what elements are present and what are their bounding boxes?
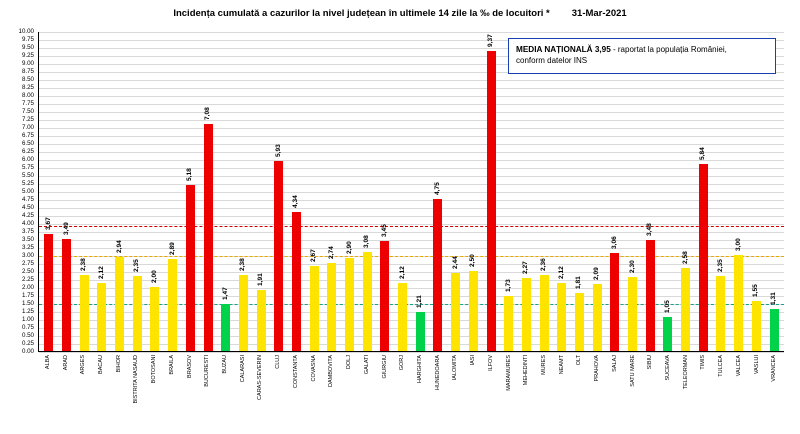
y-tick-label: 6.00 — [21, 156, 34, 163]
bar[interactable] — [80, 258, 89, 351]
x-tick-label: HARGHITA — [416, 355, 423, 384]
bar-value-label: 2,67 — [310, 248, 318, 262]
x-tick-label: VRANCEA — [771, 355, 778, 382]
bar-column — [641, 32, 659, 351]
y-tick-label: 9.25 — [21, 52, 34, 59]
bar[interactable] — [115, 240, 124, 351]
bar-column — [518, 32, 536, 351]
bar[interactable] — [628, 260, 637, 351]
bar[interactable] — [380, 223, 389, 351]
bar[interactable] — [292, 195, 301, 351]
y-tick-label: 6.25 — [21, 148, 34, 155]
bar[interactable] — [186, 168, 195, 351]
y-tick-label: 4.75 — [21, 196, 34, 203]
x-label-column — [500, 354, 518, 424]
x-label-column — [145, 354, 163, 424]
bar[interactable] — [345, 241, 354, 351]
x-tick-label: BUCURESTI — [204, 355, 211, 387]
x-label-column — [128, 354, 146, 424]
x-label-column — [730, 354, 748, 424]
bar-value-label: 2,50 — [469, 254, 477, 267]
bar-column — [677, 32, 695, 351]
y-tick-label: 0.25 — [21, 340, 34, 347]
x-label-column — [464, 354, 482, 424]
bar-column — [40, 32, 58, 351]
bar-column — [93, 32, 111, 351]
bar-value-label: 1,55 — [752, 284, 760, 298]
bar-value-label: 2,12 — [398, 266, 406, 280]
bar[interactable] — [610, 236, 619, 351]
x-tick-label: BRASOV — [186, 355, 193, 378]
bar-column — [748, 32, 766, 351]
bar-column — [217, 32, 235, 351]
y-tick-label: 2.75 — [21, 260, 34, 267]
bar-value-label: 1,21 — [416, 295, 424, 309]
x-label-column — [181, 354, 199, 424]
x-tick-label: CARAS-SEVERIN — [257, 355, 264, 400]
y-tick-label: 7.50 — [21, 108, 34, 115]
gridline — [39, 352, 784, 353]
bar-value-label: 2,89 — [168, 241, 176, 255]
bar-value-label: 3,08 — [363, 235, 371, 249]
x-tick-label: MEHEDINTI — [523, 355, 530, 386]
x-label-column — [677, 354, 695, 424]
bar-column — [694, 32, 712, 351]
bar-value-label: 2,38 — [239, 258, 247, 271]
bar-column — [58, 32, 76, 351]
bar-column — [482, 32, 500, 351]
x-tick-label: VALCEA — [735, 355, 742, 377]
x-tick-label: BUZAU — [222, 355, 229, 374]
bar[interactable] — [557, 266, 566, 351]
bar-value-label: 1,91 — [257, 273, 265, 286]
x-tick-label: PRAHOVA — [594, 355, 601, 382]
bar-column — [571, 32, 589, 351]
bar-value-label: 3,45 — [381, 223, 389, 237]
bar[interactable] — [433, 182, 442, 351]
bar[interactable] — [770, 292, 779, 351]
bar[interactable] — [469, 254, 478, 351]
note-rest: - raportat la populația României, — [610, 45, 727, 54]
bar-value-label: 2,44 — [451, 256, 459, 269]
bar-value-label: 9,37 — [487, 34, 495, 48]
note-line2: conform datelor INS — [516, 55, 588, 65]
bar-value-label: 2,58 — [681, 251, 689, 265]
y-tick-label: 5.25 — [21, 180, 34, 187]
x-tick-label: COVASNA — [310, 355, 317, 382]
x-tick-label: CLUJ — [275, 355, 282, 369]
plot-area — [38, 32, 784, 352]
bar-value-label: 3,48 — [646, 222, 654, 236]
x-label-column — [287, 354, 305, 424]
bar-column — [535, 32, 553, 351]
chart-title-text: Incidența cumulată a cazurilor la nivel județean în ultimele 14 zile la ‰ de locuitori * — [173, 8, 550, 19]
bar-column — [164, 32, 182, 351]
x-tick-label: TULCEA — [718, 355, 725, 377]
x-label-column — [198, 354, 216, 424]
bar-value-label: 2,94 — [115, 240, 123, 253]
x-tick-label: HUNEDOARA — [434, 355, 441, 391]
bar[interactable] — [522, 261, 531, 351]
x-label-column — [447, 354, 465, 424]
bar-column — [606, 32, 624, 351]
x-tick-label: OLT — [576, 355, 583, 366]
y-axis — [0, 28, 36, 355]
bar-value-label: 2,30 — [628, 260, 636, 274]
y-tick-label: 7.75 — [21, 100, 34, 107]
x-label-column — [624, 354, 642, 424]
x-label-column — [323, 354, 341, 424]
bar[interactable] — [44, 216, 53, 351]
x-label-column — [234, 354, 252, 424]
x-label-column — [517, 354, 535, 424]
bar-column — [712, 32, 730, 351]
x-label-column — [393, 354, 411, 424]
bar[interactable] — [699, 147, 708, 351]
bar-column — [394, 32, 412, 351]
bar-column — [588, 32, 606, 351]
bar-column — [199, 32, 217, 351]
bar[interactable] — [504, 278, 513, 351]
bar-value-label: 3,49 — [62, 222, 70, 236]
x-axis-labels — [38, 354, 784, 424]
x-label-column — [429, 354, 447, 424]
x-label-column — [571, 354, 589, 424]
x-label-column — [305, 354, 323, 424]
bar[interactable] — [540, 258, 549, 351]
bar[interactable] — [168, 241, 177, 351]
x-label-column — [340, 354, 358, 424]
bar-value-label: 5,93 — [274, 144, 282, 158]
bar[interactable] — [416, 295, 425, 351]
bar-column — [323, 32, 341, 351]
x-tick-label: DOLJ — [346, 355, 353, 370]
y-tick-label: 4.00 — [21, 220, 34, 227]
x-tick-label: TELEORMAN — [682, 355, 689, 390]
x-tick-label: IALOMITA — [452, 355, 459, 381]
bar-column — [128, 32, 146, 351]
bar-column — [730, 32, 748, 351]
x-tick-label: ARAD — [62, 355, 69, 371]
bar-column — [75, 32, 93, 351]
y-tick-label: 3.00 — [21, 252, 34, 259]
bar[interactable] — [681, 251, 690, 351]
bar-value-label: 2,74 — [328, 246, 336, 260]
note-strong: MEDIA NAȚIONALĂ 3,95 — [516, 45, 611, 54]
y-tick-label: 4.25 — [21, 212, 34, 219]
national-average-note — [508, 38, 776, 74]
x-tick-label: CONSTANTA — [292, 355, 299, 389]
bar[interactable] — [310, 248, 319, 351]
x-tick-label: SIBIU — [647, 355, 654, 370]
bar-column — [765, 32, 783, 351]
x-label-column — [216, 354, 234, 424]
x-tick-label: SATU MARE — [629, 355, 636, 387]
y-tick-label: 0.75 — [21, 324, 34, 331]
y-tick-label: 7.25 — [21, 116, 34, 123]
y-tick-label: 8.50 — [21, 76, 34, 83]
bar-column — [182, 32, 200, 351]
x-label-column — [748, 354, 766, 424]
bar[interactable] — [593, 267, 602, 351]
bar-value-label: 2,90 — [345, 241, 353, 255]
bar-value-label: 2,36 — [540, 258, 548, 272]
y-tick-label: 4.50 — [21, 204, 34, 211]
bar-column — [111, 32, 129, 351]
x-label-column — [606, 354, 624, 424]
y-tick-label: 3.50 — [21, 236, 34, 243]
x-tick-label: TIMIS — [700, 355, 707, 370]
y-tick-label: 8.75 — [21, 68, 34, 75]
x-tick-label: MARAMURES — [505, 355, 512, 391]
bar[interactable] — [150, 270, 159, 351]
bar-column — [305, 32, 323, 351]
bar[interactable] — [752, 284, 761, 351]
bar-column — [447, 32, 465, 351]
bar[interactable] — [274, 144, 283, 351]
y-tick-label: 6.75 — [21, 132, 34, 139]
y-tick-label: 9.00 — [21, 60, 34, 67]
y-tick-label: 6.50 — [21, 140, 34, 147]
x-label-column — [74, 354, 92, 424]
x-tick-label: BACAU — [98, 355, 105, 374]
y-tick-label: 2.00 — [21, 284, 34, 291]
bar[interactable] — [363, 235, 372, 351]
bar-column — [235, 32, 253, 351]
y-tick-label: 9.75 — [21, 36, 34, 43]
chart-date: 31-Mar-2021 — [571, 8, 627, 19]
bar-value-label: 1,31 — [770, 292, 778, 306]
x-tick-label: BIHOR — [115, 355, 122, 373]
x-label-column — [57, 354, 75, 424]
bar-column — [500, 32, 518, 351]
bar[interactable] — [221, 287, 230, 351]
bar-value-label: 2,38 — [80, 258, 88, 271]
bar-column — [429, 32, 447, 351]
bar-value-label: 5,18 — [186, 168, 194, 182]
bar[interactable] — [663, 300, 672, 351]
bar-column — [270, 32, 288, 351]
bar-column — [659, 32, 677, 351]
bar[interactable] — [451, 256, 460, 351]
bar-value-label: 2,35 — [133, 258, 141, 272]
bar-value-label: 2,27 — [522, 261, 530, 275]
bar-column — [624, 32, 642, 351]
x-tick-label: CALARASI — [239, 355, 246, 383]
x-label-column — [269, 354, 287, 424]
bar-column — [411, 32, 429, 351]
bar-value-label: 2,00 — [151, 270, 159, 283]
x-label-column — [482, 354, 500, 424]
x-tick-label: BOTOSANI — [151, 355, 158, 384]
bar[interactable] — [398, 266, 407, 351]
bar-column — [288, 32, 306, 351]
y-tick-label: 3.25 — [21, 244, 34, 251]
y-tick-label: 0.50 — [21, 332, 34, 339]
bar-value-label: 7,08 — [204, 107, 212, 121]
bar-column — [465, 32, 483, 351]
x-tick-label: ARGES — [80, 355, 87, 375]
y-tick-label: 2.25 — [21, 276, 34, 283]
x-tick-label: GIURGIU — [381, 355, 388, 379]
bar-column — [358, 32, 376, 351]
x-label-column — [712, 354, 730, 424]
x-tick-label: NEAMT — [558, 355, 565, 375]
y-tick-label: 9.50 — [21, 44, 34, 51]
y-tick-label: 10.00 — [18, 28, 34, 35]
bar[interactable] — [646, 222, 655, 351]
x-label-column — [376, 354, 394, 424]
y-tick-label: 3.75 — [21, 228, 34, 235]
bar-value-label: 1,81 — [575, 276, 583, 290]
bar-column — [341, 32, 359, 351]
bar[interactable] — [133, 258, 142, 351]
bar-value-label: 2,35 — [717, 258, 725, 272]
x-tick-label: DAMBOVITA — [328, 355, 335, 387]
bar-value-label: 4,34 — [292, 195, 300, 209]
bar-column — [376, 32, 394, 351]
x-tick-label: SUCEAVA — [665, 355, 672, 381]
x-label-column — [39, 354, 57, 424]
x-label-column — [92, 354, 110, 424]
bar-column — [553, 32, 571, 351]
x-label-column — [110, 354, 128, 424]
y-tick-label: 5.50 — [21, 172, 34, 179]
x-tick-label: SALAJ — [611, 355, 618, 372]
x-label-column — [765, 354, 783, 424]
x-label-column — [535, 354, 553, 424]
x-label-column — [163, 354, 181, 424]
bar-value-label: 3,67 — [45, 216, 53, 230]
bar-value-label: 3,06 — [611, 236, 619, 250]
y-tick-label: 1.50 — [21, 300, 34, 307]
x-label-column — [641, 354, 659, 424]
x-label-column — [588, 354, 606, 424]
bar-value-label: 5,84 — [699, 147, 707, 161]
bar[interactable] — [62, 222, 71, 351]
bar-value-label: 2,09 — [593, 267, 601, 281]
bar-value-label: 4,75 — [434, 182, 442, 195]
y-tick-label: 5.00 — [21, 188, 34, 195]
bar-value-label: 1,73 — [504, 278, 512, 292]
bar[interactable] — [487, 34, 496, 351]
bar[interactable] — [97, 266, 106, 351]
y-tick-label: 1.00 — [21, 316, 34, 323]
bar-value-label: 3,00 — [734, 238, 742, 251]
x-label-column — [695, 354, 713, 424]
bar[interactable] — [575, 276, 584, 351]
bar[interactable] — [204, 107, 213, 351]
x-tick-label: ILFOV — [487, 355, 494, 371]
y-tick-label: 0.00 — [21, 348, 34, 355]
x-label-column — [252, 354, 270, 424]
y-tick-label: 1.75 — [21, 292, 34, 299]
x-tick-label: GALATI — [363, 355, 370, 375]
x-label-column — [659, 354, 677, 424]
x-label-column — [553, 354, 571, 424]
bar[interactable] — [734, 238, 743, 351]
bar[interactable] — [327, 246, 336, 351]
x-tick-label: BISTRITA NASAUD — [133, 355, 140, 404]
bar-column — [146, 32, 164, 351]
bar[interactable] — [257, 273, 266, 351]
bar-value-label: 2,12 — [557, 266, 565, 280]
y-tick-label: 5.75 — [21, 164, 34, 171]
x-tick-label: GORJ — [399, 355, 406, 371]
bar[interactable] — [716, 258, 725, 351]
x-tick-label: ALBA — [44, 355, 51, 370]
y-tick-label: 7.00 — [21, 124, 34, 131]
bar[interactable] — [239, 258, 248, 351]
y-tick-label: 2.50 — [21, 268, 34, 275]
bar-value-label: 1,47 — [221, 287, 229, 300]
x-tick-label: IASI — [470, 355, 477, 366]
x-tick-label: MURES — [540, 355, 547, 375]
bar-column — [252, 32, 270, 351]
x-label-column — [358, 354, 376, 424]
bar-value-label: 2,12 — [98, 266, 106, 280]
chart-title — [0, 8, 800, 19]
y-tick-label: 8.00 — [21, 92, 34, 99]
x-tick-label: BRAILA — [168, 355, 175, 375]
bar-series — [39, 32, 784, 351]
bar-value-label: 1,05 — [664, 300, 672, 314]
y-tick-label: 8.25 — [21, 84, 34, 91]
y-tick-label: 1.25 — [21, 308, 34, 315]
x-tick-label: VASLUI — [753, 355, 760, 375]
x-label-column — [411, 354, 429, 424]
